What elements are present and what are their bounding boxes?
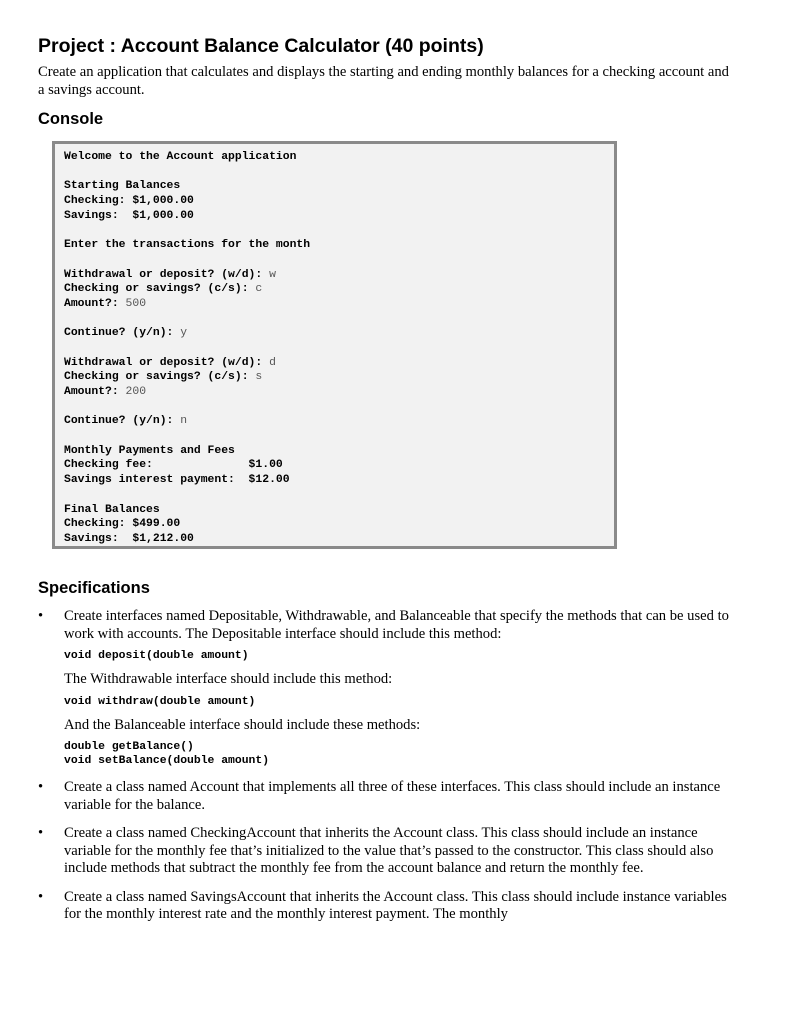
console-prompt-text: Amount?: [64, 297, 126, 310]
console-user-input: d [269, 356, 276, 369]
console-prompt-text: Withdrawal or deposit? (w/d): [64, 268, 270, 281]
bullet-icon: • [38, 608, 44, 624]
console-line [64, 238, 614, 253]
console-line [64, 356, 614, 371]
console-prompt-text: Welcome to the Account application [64, 151, 297, 163]
console-line [64, 209, 614, 224]
console-prompt-text: Savings: $1,000.00 [64, 209, 194, 222]
console-line [64, 370, 614, 385]
console-prompt-text: Checking or savings? (c/s): [64, 283, 256, 296]
console-line [64, 385, 614, 400]
console-line [64, 517, 614, 532]
code-set-balance: void setBalance(double amount) [64, 755, 270, 767]
intro-paragraph: Create an application that calculates and displays the starting and ending monthly balances for a checking account and a savings account. [38, 64, 729, 98]
console-user-input: c [255, 283, 263, 296]
spec-text: Create a class named CheckingAccount that inherits the Account class. This class should include an instance variable for the monthly fee that’s initialized to the value that’s passed to the constructor. This class should also include methods that subtract the monthly fee from the account balance and return the monthly fee. [64, 825, 714, 876]
spec-item-savings-account [38, 889, 738, 924]
console-blank-line [64, 165, 614, 180]
page-title: Project : Account Balance Calculator (40 points) [38, 35, 484, 57]
console-blank-line [64, 223, 614, 238]
console-line [64, 532, 614, 547]
console-prompt-text: Checking: $499.00 [64, 518, 181, 531]
document-header [38, 34, 738, 129]
bullet-icon: • [38, 888, 44, 905]
console-heading: Console [38, 110, 104, 128]
console-line [64, 503, 614, 518]
console-line [64, 473, 614, 488]
console-line [64, 414, 614, 429]
spec-text: Create interfaces named Depositable, Withdrawable, and Balanceable that specify the methods that can be used to work with accounts. The Depositable interface should include this method: [64, 608, 729, 642]
console-prompt-text: Savings: $1,212.00 [64, 532, 194, 545]
code-withdraw: void withdraw(double amount) [64, 695, 256, 708]
console-prompt-text: Final Balances [64, 503, 160, 516]
spec-text: Create a class named Account that implements all three of these interfaces. This class should include an instance variable for the balance. [64, 779, 721, 813]
bullet-icon: • [38, 825, 44, 841]
console-prompt-text: Withdrawal or deposit? (w/d): [64, 356, 270, 369]
console-prompt-text: Monthly Payments and Fees [64, 444, 235, 457]
code-deposit: void deposit(double amount) [64, 650, 249, 662]
bullet-icon: • [38, 779, 44, 795]
console-line [64, 268, 614, 283]
console-line [64, 458, 614, 473]
spec-text: Create a class named SavingsAccount that inherits the Account class. This class should include instance variables for the monthly interest rate and the monthly interest payment. The monthly [64, 888, 727, 922]
console-prompt-text: Continue? (y/n): [64, 327, 181, 340]
console-prompt-text: Starting Balances [64, 180, 181, 193]
specifications-list [38, 608, 738, 924]
console-blank-line [64, 429, 614, 444]
console-prompt-text: Checking fee: $1.00 [64, 459, 283, 472]
console-user-input: s [255, 371, 263, 384]
specifications-heading: Specifications [38, 579, 150, 597]
console-output-box [52, 141, 617, 549]
console-line [64, 297, 614, 312]
console-line [64, 179, 614, 194]
console-line [64, 444, 614, 459]
console-blank-line [64, 488, 614, 503]
console-user-input: n [180, 415, 188, 428]
console-line [64, 150, 614, 165]
console-prompt-text: Continue? (y/n): [64, 415, 181, 428]
console-line [64, 326, 614, 341]
spec-text: And the Balanceable interface should include these methods: [64, 716, 421, 733]
console-prompt-text: Enter the transactions for the month [64, 239, 311, 252]
spec-item-interfaces [38, 608, 738, 768]
spec-item-account [38, 779, 738, 814]
console-user-input: w [269, 268, 276, 281]
spec-item-checking-account [38, 825, 738, 878]
console-blank-line [64, 253, 614, 268]
console-prompt-text: Checking or savings? (c/s): [64, 371, 256, 384]
console-user-input: 500 [125, 297, 147, 310]
console-prompt-text: Savings interest payment: $12.00 [64, 474, 290, 487]
console-prompt-text: Amount?: [64, 386, 126, 398]
console-user-input: 200 [125, 386, 147, 398]
spec-text: The Withdrawable interface should include this method: [64, 671, 393, 687]
console-blank-line [64, 400, 614, 415]
console-blank-line [64, 341, 614, 356]
console-line [64, 282, 614, 297]
code-get-balance: double getBalance() [64, 741, 194, 753]
console-prompt-text: Checking: $1,000.00 [64, 195, 194, 208]
console-blank-line [64, 312, 614, 327]
specifications-section [38, 578, 738, 935]
console-user-input: y [180, 327, 188, 340]
console-line [64, 194, 614, 209]
